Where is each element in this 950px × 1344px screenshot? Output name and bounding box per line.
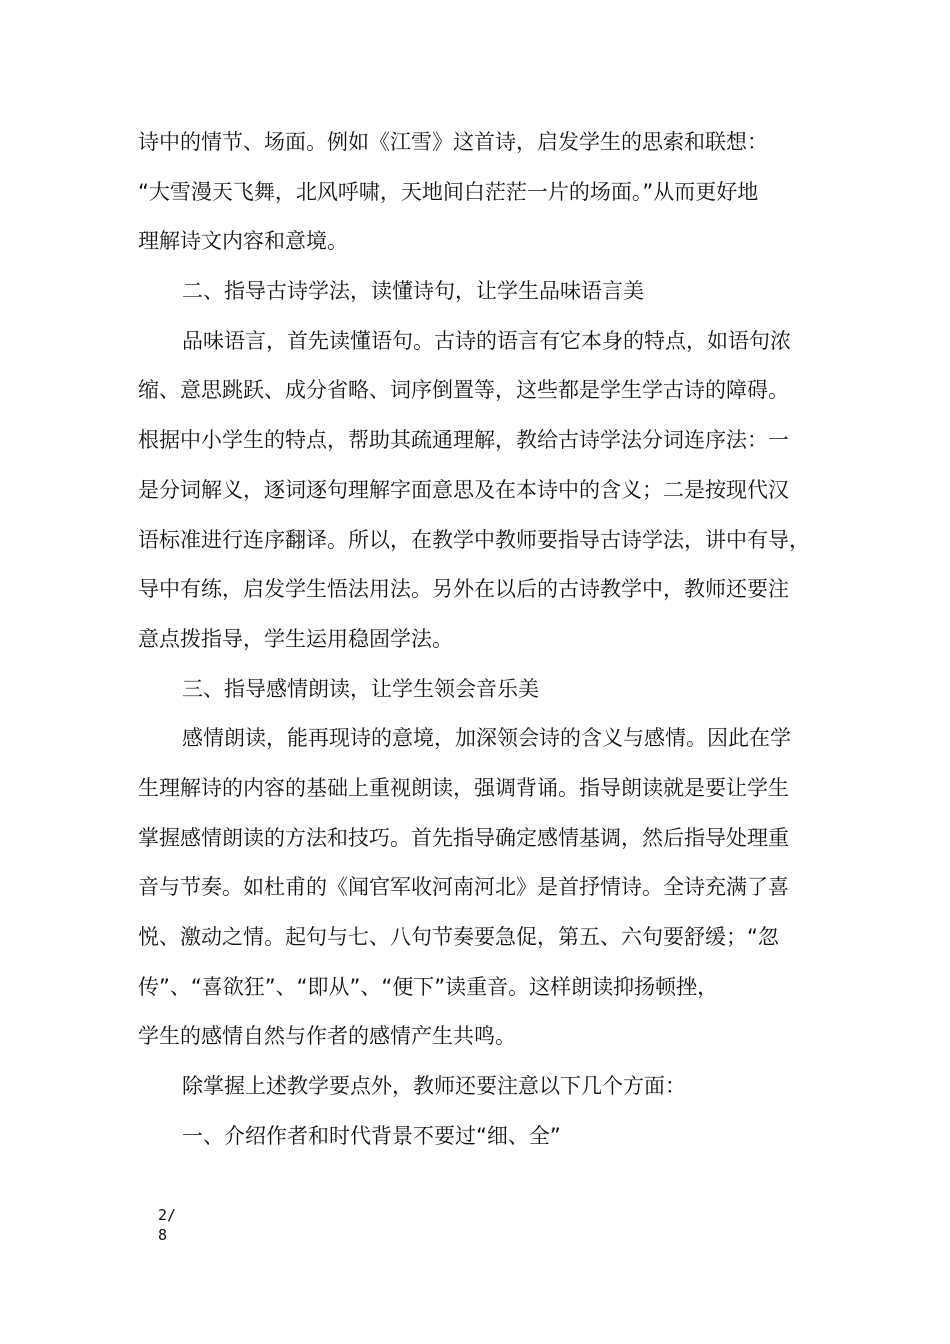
text-line-14: 生理解诗的内容的基础上重视朗读，强调背诵。指导朗读就是要让学生 bbox=[138, 775, 789, 800]
text-line-15: 掌握感情朗读的方法和技巧。首先指导确定感情基调，然后指导处理重 bbox=[138, 825, 789, 850]
text-line-9: 语标准进行连序翻译。所以，在教学中教师要指导古诗学法，讲中有导， bbox=[138, 527, 810, 552]
section-heading-2: 二、指导古诗学法，读懂诗句，让学生品味语言美 bbox=[182, 279, 644, 304]
text-line-13: 感情朗读，能再现诗的意境，加深领会诗的含义与感情。因此在学 bbox=[182, 726, 791, 751]
text-line-8: 是分词解义，逐词逐句理解字面意思及在本诗中的含义；二是按现代汉 bbox=[138, 477, 789, 502]
text-line-18: 传”、“喜欲狂”、“即从”、“便下”读重音。这样朗读抑扬顿挫， bbox=[138, 974, 719, 999]
text-line-6: 缩、意思跳跃、成分省略、词序倒置等，这些都是学生学古诗的障碍。 bbox=[138, 378, 789, 403]
body-text bbox=[138, 118, 828, 1161]
text-line-17: 悦、激动之情。起句与七、八句节奏要急促，第五、六句要舒缓；“忽 bbox=[138, 925, 779, 949]
text-line-19: 学生的感情自然与作者的感情产生共鸣。 bbox=[138, 1024, 516, 1049]
text-line-11: 意点拨指导，学生运用稳固学法。 bbox=[138, 626, 453, 651]
section-heading-3: 三、指导感情朗读，让学生领会音乐美 bbox=[182, 676, 539, 701]
text-line-5: 品味语言，首先读懂语句。古诗的语言有它本身的特点，如语句浓 bbox=[182, 328, 791, 353]
text-line-3: 理解诗文内容和意境。 bbox=[138, 229, 348, 254]
section-heading-next: 一、介绍作者和时代背景不要过“细、全” bbox=[182, 1123, 561, 1148]
text-line-7: 根据中小学生的特点，帮助其疏通理解，教给古诗学法分词连序法：一 bbox=[138, 428, 789, 453]
text-line-10: 导中有练，启发学生悟法用法。另外在以后的古诗教学中，教师还要注 bbox=[138, 577, 789, 602]
text-line-1: 诗中的情节、场面。例如《江雪》这首诗，启发学生的思索和联想： bbox=[138, 130, 768, 154]
page-number: 2/ 8 bbox=[158, 1206, 177, 1244]
text-line-16: 音与节奏。如杜甫的《闻官军收河南河北》是首抒情诗。全诗充满了喜 bbox=[138, 875, 789, 900]
text-line-2: “大雪漫天飞舞，北风呼啸，天地间白茫茫一片的场面。”从而更好地 bbox=[138, 179, 759, 204]
text-line-20: 除掌握上述教学要点外，教师还要注意以下几个方面： bbox=[182, 1074, 686, 1099]
